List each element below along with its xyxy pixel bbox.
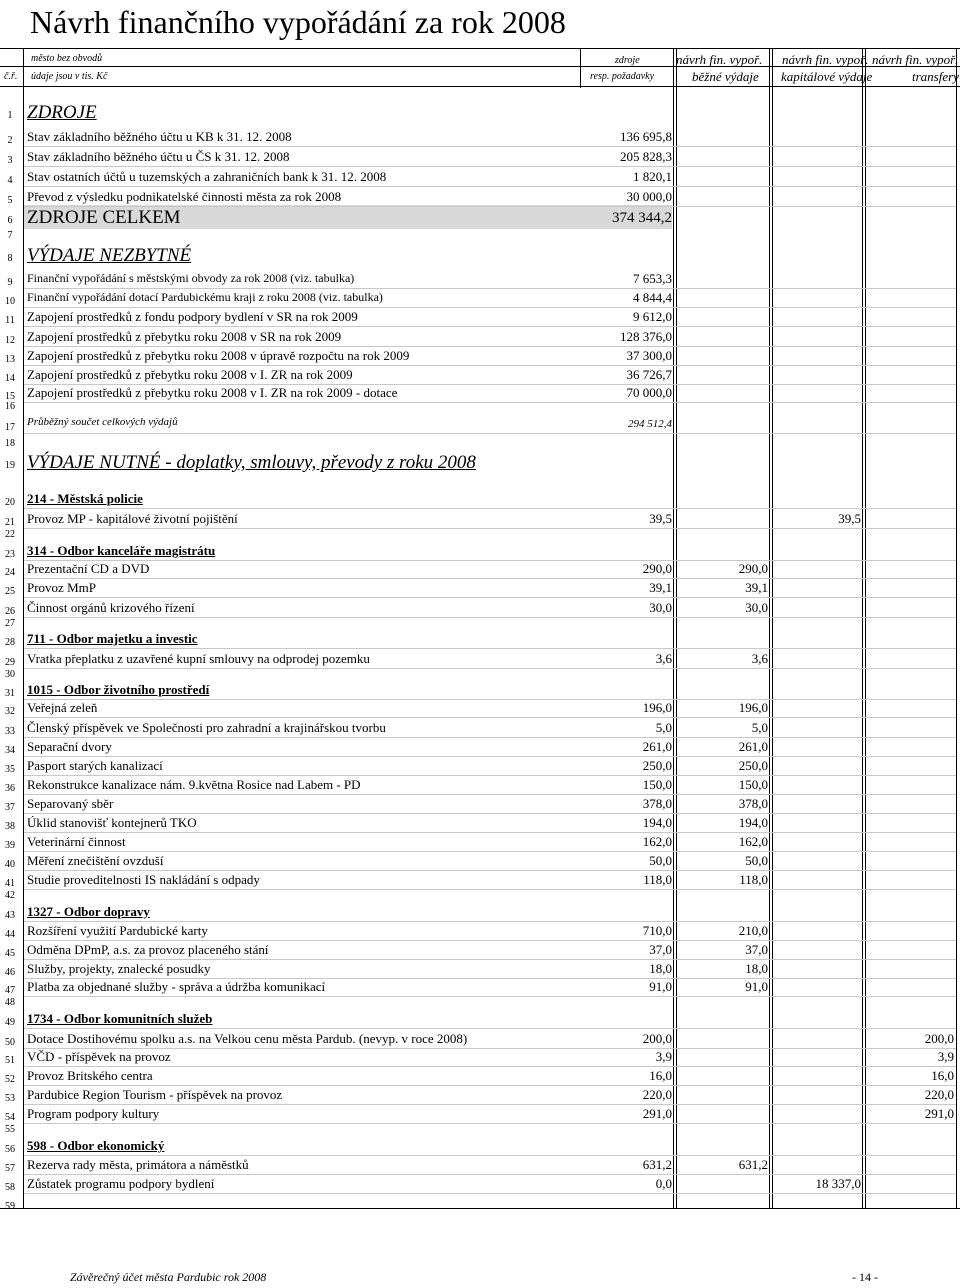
row-number: 20 <box>5 497 15 508</box>
row-number: 22 <box>5 529 15 540</box>
table-row <box>0 365 960 385</box>
section-heading: 1015 - Odbor životního prostředí <box>27 682 210 697</box>
row-number: 45 <box>5 948 15 959</box>
row-label: Rezerva rady města, primátora a náměstků <box>27 1157 249 1172</box>
cell-zdroje: 374 344,2 <box>612 210 672 226</box>
cell-zdroje: 136 695,8 <box>620 129 672 144</box>
cell-zdroje: 9 612,0 <box>633 309 672 324</box>
row-label: Zůstatek programu podpory bydlení <box>27 1176 215 1191</box>
row-label: Rozšíření využití Pardubické karty <box>27 923 208 938</box>
row-label: Finanční vypořádání dotací Pardubickému kraji z roku 2008 (viz. tabulka) <box>27 290 383 304</box>
section-heading: 1734 - Odbor komunitních služeb <box>27 1011 213 1026</box>
table-row <box>0 578 960 598</box>
row-number: 33 <box>5 726 15 737</box>
row-number: 48 <box>5 997 15 1008</box>
cell-zdroje: 290,0 <box>642 561 672 576</box>
table-row <box>0 489 960 509</box>
cell-zdroje: 37 300,0 <box>626 348 672 363</box>
cell-zdroje: 70 000,0 <box>626 385 672 400</box>
footer-page-number: - 14 - <box>852 1270 878 1284</box>
row-label: VÝDAJE NEZBYTNÉ <box>27 245 192 266</box>
row-number: 29 <box>5 657 15 668</box>
cell-zdroje: 30 000,0 <box>626 189 672 204</box>
row-number: 34 <box>5 745 15 756</box>
row-label: Rekonstrukce kanalizace nám. 9.května Rosice nad Labem - PD <box>27 777 361 792</box>
table-row <box>0 541 960 561</box>
cell-zdroje: 39,5 <box>649 511 672 526</box>
row-number: 31 <box>5 688 15 699</box>
row-number: 23 <box>5 549 15 560</box>
table-row <box>0 813 960 833</box>
table-row <box>0 629 960 649</box>
cell-zdroje: 128 376,0 <box>620 329 672 344</box>
row-number: 35 <box>5 764 15 775</box>
row-number: 40 <box>5 859 15 870</box>
table-row <box>0 756 960 776</box>
header-col4-bottom: transfery <box>912 69 959 84</box>
cell-bezne-vydaje: 37,0 <box>745 942 768 957</box>
cell-bezne-vydaje: 210,0 <box>738 923 768 938</box>
table-row <box>0 307 960 327</box>
row-label: Veřejná zeleň <box>27 700 98 715</box>
table-row <box>0 775 960 795</box>
row-number: 21 <box>5 517 15 528</box>
row-number: 36 <box>5 783 15 794</box>
table-row <box>0 921 960 941</box>
cell-zdroje: 196,0 <box>642 700 672 715</box>
cell-zdroje: 220,0 <box>642 1087 672 1102</box>
row-label: Dotace Dostihovému spolku a.s. na Velkou cenu města Pardub. (nevyp. v roce 2008) <box>27 1031 468 1046</box>
cell-zdroje: 0,0 <box>655 1176 672 1191</box>
row-number: 10 <box>5 296 15 307</box>
cell-zdroje: 291,0 <box>642 1106 672 1121</box>
cell-bezne-vydaje: 261,0 <box>738 739 768 754</box>
row-number: 59 <box>5 1201 15 1212</box>
cell-bezne-vydaje: 3,6 <box>751 651 768 666</box>
page-title: Návrh finančního vypořádání za rok 2008 <box>30 4 566 40</box>
row-number: 46 <box>5 967 15 978</box>
header-col2-top: návrh fin. vypoř. <box>676 52 763 67</box>
table-row <box>0 346 960 366</box>
row-label: Provoz MP - kapitálové životní pojištění <box>27 511 238 526</box>
row-number: 32 <box>5 706 15 717</box>
cell-zdroje: 294 512,4 <box>628 418 672 430</box>
table-row <box>0 393 960 413</box>
table-row <box>0 1136 960 1156</box>
row-number: 38 <box>5 821 15 832</box>
row-number: 6 <box>7 215 13 226</box>
cell-bezne-vydaje: 118,0 <box>739 872 768 887</box>
row-number: 28 <box>5 637 15 648</box>
row-label: Separační dvory <box>27 739 112 754</box>
table-row <box>0 851 960 871</box>
table-row <box>0 882 960 902</box>
table-row <box>0 680 960 700</box>
cell-bezne-vydaje: 150,0 <box>738 777 768 792</box>
table-row <box>0 1047 960 1067</box>
row-label: Stav základního běžného účtu u KB k 31. 12. 2008 <box>27 129 292 144</box>
table-row <box>0 832 960 852</box>
cell-zdroje: 37,0 <box>649 942 672 957</box>
row-label: Pasport starých kanalizací <box>27 758 163 773</box>
row-number: 8 <box>7 253 13 264</box>
row-number: 49 <box>5 1017 15 1028</box>
row-label: ZDROJE <box>27 102 97 123</box>
row-label: Prezentační CD a DVD <box>27 561 150 576</box>
row-number: 47 <box>5 985 15 996</box>
row-number: 41 <box>5 878 15 889</box>
cell-zdroje: 378,0 <box>642 796 672 811</box>
row-number: 50 <box>5 1037 15 1048</box>
row-label: Členský příspěvek ve Společnosti pro zahradní a krajinářskou tvorbu <box>27 720 386 735</box>
row-number: 2 <box>7 135 13 146</box>
row-number: 53 <box>5 1093 15 1104</box>
row-label: Zapojení prostředků z přebytku roku 2008 v úpravě rozpočtu na rok 2009 <box>27 348 410 363</box>
row-label: Úklid stanovišť kontejnerů TKO <box>27 815 197 830</box>
cell-zdroje: 3,6 <box>655 651 672 666</box>
cell-zdroje: 261,0 <box>642 739 672 754</box>
row-number: 51 <box>5 1055 15 1066</box>
cell-zdroje: 150,0 <box>642 777 672 792</box>
cell-zdroje: 200,0 <box>642 1031 672 1046</box>
cell-zdroje: 50,0 <box>649 853 672 868</box>
row-label: Finanční vypořádání s městskými obvody za rok 2008 (viz. tabulka) <box>27 271 355 285</box>
table-row <box>0 1009 960 1029</box>
table-row <box>0 661 960 681</box>
header-units: údaje jsou v tis. Kč <box>31 71 108 82</box>
table-row <box>0 959 960 979</box>
cell-zdroje: 631,2 <box>642 1157 672 1172</box>
table-row <box>0 1116 960 1136</box>
cell-zdroje: 16,0 <box>649 1068 672 1083</box>
header-col1-top: zdroje <box>615 55 640 66</box>
cell-bezne-vydaje: 194,0 <box>738 815 768 830</box>
cell-bezne-vydaje: 196,0 <box>738 700 768 715</box>
table-row <box>0 521 960 541</box>
table-row <box>0 167 960 187</box>
table-row <box>0 610 960 630</box>
row-number: 42 <box>5 890 15 901</box>
row-number: 25 <box>5 586 15 597</box>
row-label: Vratka přeplatku z uzavřené kupní smlouvy na odprodej pozemku <box>27 651 370 666</box>
row-number: 57 <box>5 1163 15 1174</box>
grid-column-divider <box>580 48 581 88</box>
row-number: 17 <box>5 422 15 433</box>
cell-bezne-vydaje: 91,0 <box>745 979 768 994</box>
row-label: Průběžný součet celkových výdajů <box>27 416 178 428</box>
cell-zdroje: 710,0 <box>642 923 672 938</box>
cell-transfery: 291,0 <box>924 1106 954 1121</box>
section-heading: 314 - Odbor kanceláře magistrátu <box>27 543 216 558</box>
table-row <box>0 794 960 814</box>
cell-zdroje: 1 820,1 <box>633 169 672 184</box>
cell-zdroje: 118,0 <box>643 872 672 887</box>
row-number: 4 <box>7 175 13 186</box>
row-number: 56 <box>5 1144 15 1155</box>
row-number: 27 <box>5 618 15 629</box>
row-label: Odměna DPmP, a.s. za provoz placeného stání <box>27 942 269 957</box>
cell-zdroje: 4 844,4 <box>633 290 672 305</box>
cell-zdroje: 194,0 <box>642 815 672 830</box>
row-label: Stav ostatních účtů u tuzemských a zahraničních bank k 31. 12. 2008 <box>27 169 387 184</box>
cell-bezne-vydaje: 290,0 <box>738 561 768 576</box>
cell-bezne-vydaje: 5,0 <box>751 720 768 735</box>
section-heading: 214 - Městská policie <box>27 491 143 506</box>
row-label: ZDROJE CELKEM <box>27 207 181 228</box>
table-row <box>0 1029 960 1049</box>
row-label: Měření znečištění ovzduší <box>27 853 164 868</box>
row-label: VÝDAJE NUTNÉ - doplatky, smlouvy, převody z roku 2008 <box>27 452 476 473</box>
header-col4-top: návrh fin. vypoř. <box>872 52 959 67</box>
header-col3-top: návrh fin. vypoř. <box>782 52 869 67</box>
table-row <box>0 187 960 207</box>
grid-line <box>0 86 960 87</box>
section-heading: 1327 - Odbor dopravy <box>27 904 150 919</box>
table-row <box>0 737 960 757</box>
row-number: 54 <box>5 1112 15 1123</box>
row-number: 30 <box>5 669 15 680</box>
cell-zdroje: 205 828,3 <box>620 149 672 164</box>
row-number: 11 <box>5 315 15 326</box>
cell-kapitalove-vydaje: 18 337,0 <box>815 1176 861 1191</box>
row-number: 3 <box>7 155 13 166</box>
table-row <box>0 1174 960 1194</box>
row-label: Zapojení prostředků z fondu podpory bydlení v SR na rok 2009 <box>27 309 358 324</box>
row-number: 18 <box>5 438 15 449</box>
cell-bezne-vydaje: 162,0 <box>738 834 768 849</box>
header-city-body: město bez obvodů <box>31 53 103 64</box>
table-row <box>0 327 960 347</box>
cell-bezne-vydaje: 18,0 <box>745 961 768 976</box>
section-heading: 711 - Odbor majetku a investic <box>27 631 198 646</box>
row-label: Separovaný sběr <box>27 796 114 811</box>
cell-transfery: 220,0 <box>924 1087 954 1102</box>
cell-bezne-vydaje: 30,0 <box>745 600 768 615</box>
cell-transfery: 3,9 <box>937 1049 954 1064</box>
table-row <box>0 430 960 450</box>
table-row <box>0 1066 960 1086</box>
header-col1-bottom: resp. požadavky <box>590 71 655 82</box>
row-label: Pardubice Region Tourism - příspěvek na provoz <box>27 1087 283 1102</box>
row-number: 44 <box>5 929 15 940</box>
row-number: 26 <box>5 606 15 617</box>
row-label: Zapojení prostředků z přebytku roku 2008 v I. ZR na rok 2009 - dotace <box>27 385 398 400</box>
cell-bezne-vydaje: 39,1 <box>745 580 768 595</box>
row-label: Studie proveditelnosti IS nakládání s odpady <box>27 872 260 887</box>
cell-bezne-vydaje: 378,0 <box>738 796 768 811</box>
header-col3-bottom: kapitálové výdaje <box>781 69 873 84</box>
table-row <box>0 269 960 289</box>
row-number: 24 <box>5 567 15 578</box>
cell-kapitalove-vydaje: 39,5 <box>838 511 861 526</box>
cell-zdroje: 39,1 <box>649 580 672 595</box>
row-label: Služby, projekty, znalecké posudky <box>27 961 211 976</box>
row-label: Činnost orgánů krizového řízení <box>27 600 195 615</box>
grid-line <box>0 66 960 67</box>
cell-transfery: 16,0 <box>931 1068 954 1083</box>
row-number: 43 <box>5 910 15 921</box>
row-number: 9 <box>7 277 13 288</box>
row-label: Provoz MmP <box>27 580 96 595</box>
row-number: 55 <box>5 1124 15 1135</box>
table-row <box>0 127 960 147</box>
row-label: Zapojení prostředků z přebytku roku 2008 v I. ZR na rok 2009 <box>27 367 353 382</box>
row-number: 37 <box>5 802 15 813</box>
table-row <box>0 1155 960 1175</box>
cell-zdroje: 18,0 <box>649 961 672 976</box>
row-number: 12 <box>5 335 15 346</box>
row-label: Platba za objednané služby - správa a údržba komunikací <box>27 979 326 994</box>
cell-bezne-vydaje: 631,2 <box>738 1157 768 1172</box>
table-row <box>0 452 960 472</box>
cell-zdroje: 36 726,7 <box>626 367 672 382</box>
row-number: 15 <box>5 391 15 402</box>
cell-bezne-vydaje: 50,0 <box>745 853 768 868</box>
row-number: 52 <box>5 1074 15 1085</box>
cell-zdroje: 7 653,3 <box>633 271 672 286</box>
table-row <box>0 698 960 718</box>
row-number: 58 <box>5 1182 15 1193</box>
table-row <box>0 147 960 167</box>
table-row <box>0 989 960 1009</box>
row-number: 1 <box>7 110 13 121</box>
table-row <box>0 1085 960 1105</box>
row-number: 14 <box>5 373 15 384</box>
table-row <box>0 288 960 308</box>
table-row <box>0 559 960 579</box>
row-label: VČD - příspěvek na provoz <box>27 1049 171 1064</box>
row-number: 5 <box>7 195 13 206</box>
table-row <box>0 245 960 265</box>
cell-zdroje: 91,0 <box>649 979 672 994</box>
row-label: Veterinární činnost <box>27 834 126 849</box>
row-label: Provoz Britského centra <box>27 1068 153 1083</box>
table-row <box>0 1193 960 1213</box>
row-label: Program podpory kultury <box>27 1106 160 1121</box>
table-row <box>0 902 960 922</box>
footer-document-name: Závěrečný účet města Pardubic rok 2008 <box>70 1270 267 1284</box>
grid-line <box>0 48 960 49</box>
row-label: Zapojení prostředků z přebytku roku 2008 v SR na rok 2009 <box>27 329 342 344</box>
table-row <box>0 102 960 122</box>
cell-zdroje: 5,0 <box>655 720 672 735</box>
table-row <box>0 718 960 738</box>
cell-zdroje: 250,0 <box>642 758 672 773</box>
cell-bezne-vydaje: 250,0 <box>738 758 768 773</box>
header-col2-bottom: běžné výdaje <box>692 69 759 84</box>
row-label: Převod z výsledku podnikatelské činnosti města za rok 2008 <box>27 189 342 204</box>
header-row-number: č.ř. <box>4 71 18 82</box>
cell-zdroje: 3,9 <box>655 1049 672 1064</box>
row-number: 13 <box>5 354 15 365</box>
cell-zdroje: 162,0 <box>642 834 672 849</box>
row-number: 16 <box>5 401 15 412</box>
table-row <box>0 222 960 242</box>
cell-transfery: 200,0 <box>924 1031 954 1046</box>
table-row <box>0 940 960 960</box>
row-number: 39 <box>5 840 15 851</box>
section-heading: 598 - Odbor ekonomický <box>27 1138 165 1153</box>
cell-zdroje: 30,0 <box>649 600 672 615</box>
row-number: 19 <box>5 460 15 471</box>
row-number: 7 <box>7 230 13 241</box>
row-label: Stav základního běžného účtu u ČS k 31. 12. 2008 <box>27 149 290 164</box>
